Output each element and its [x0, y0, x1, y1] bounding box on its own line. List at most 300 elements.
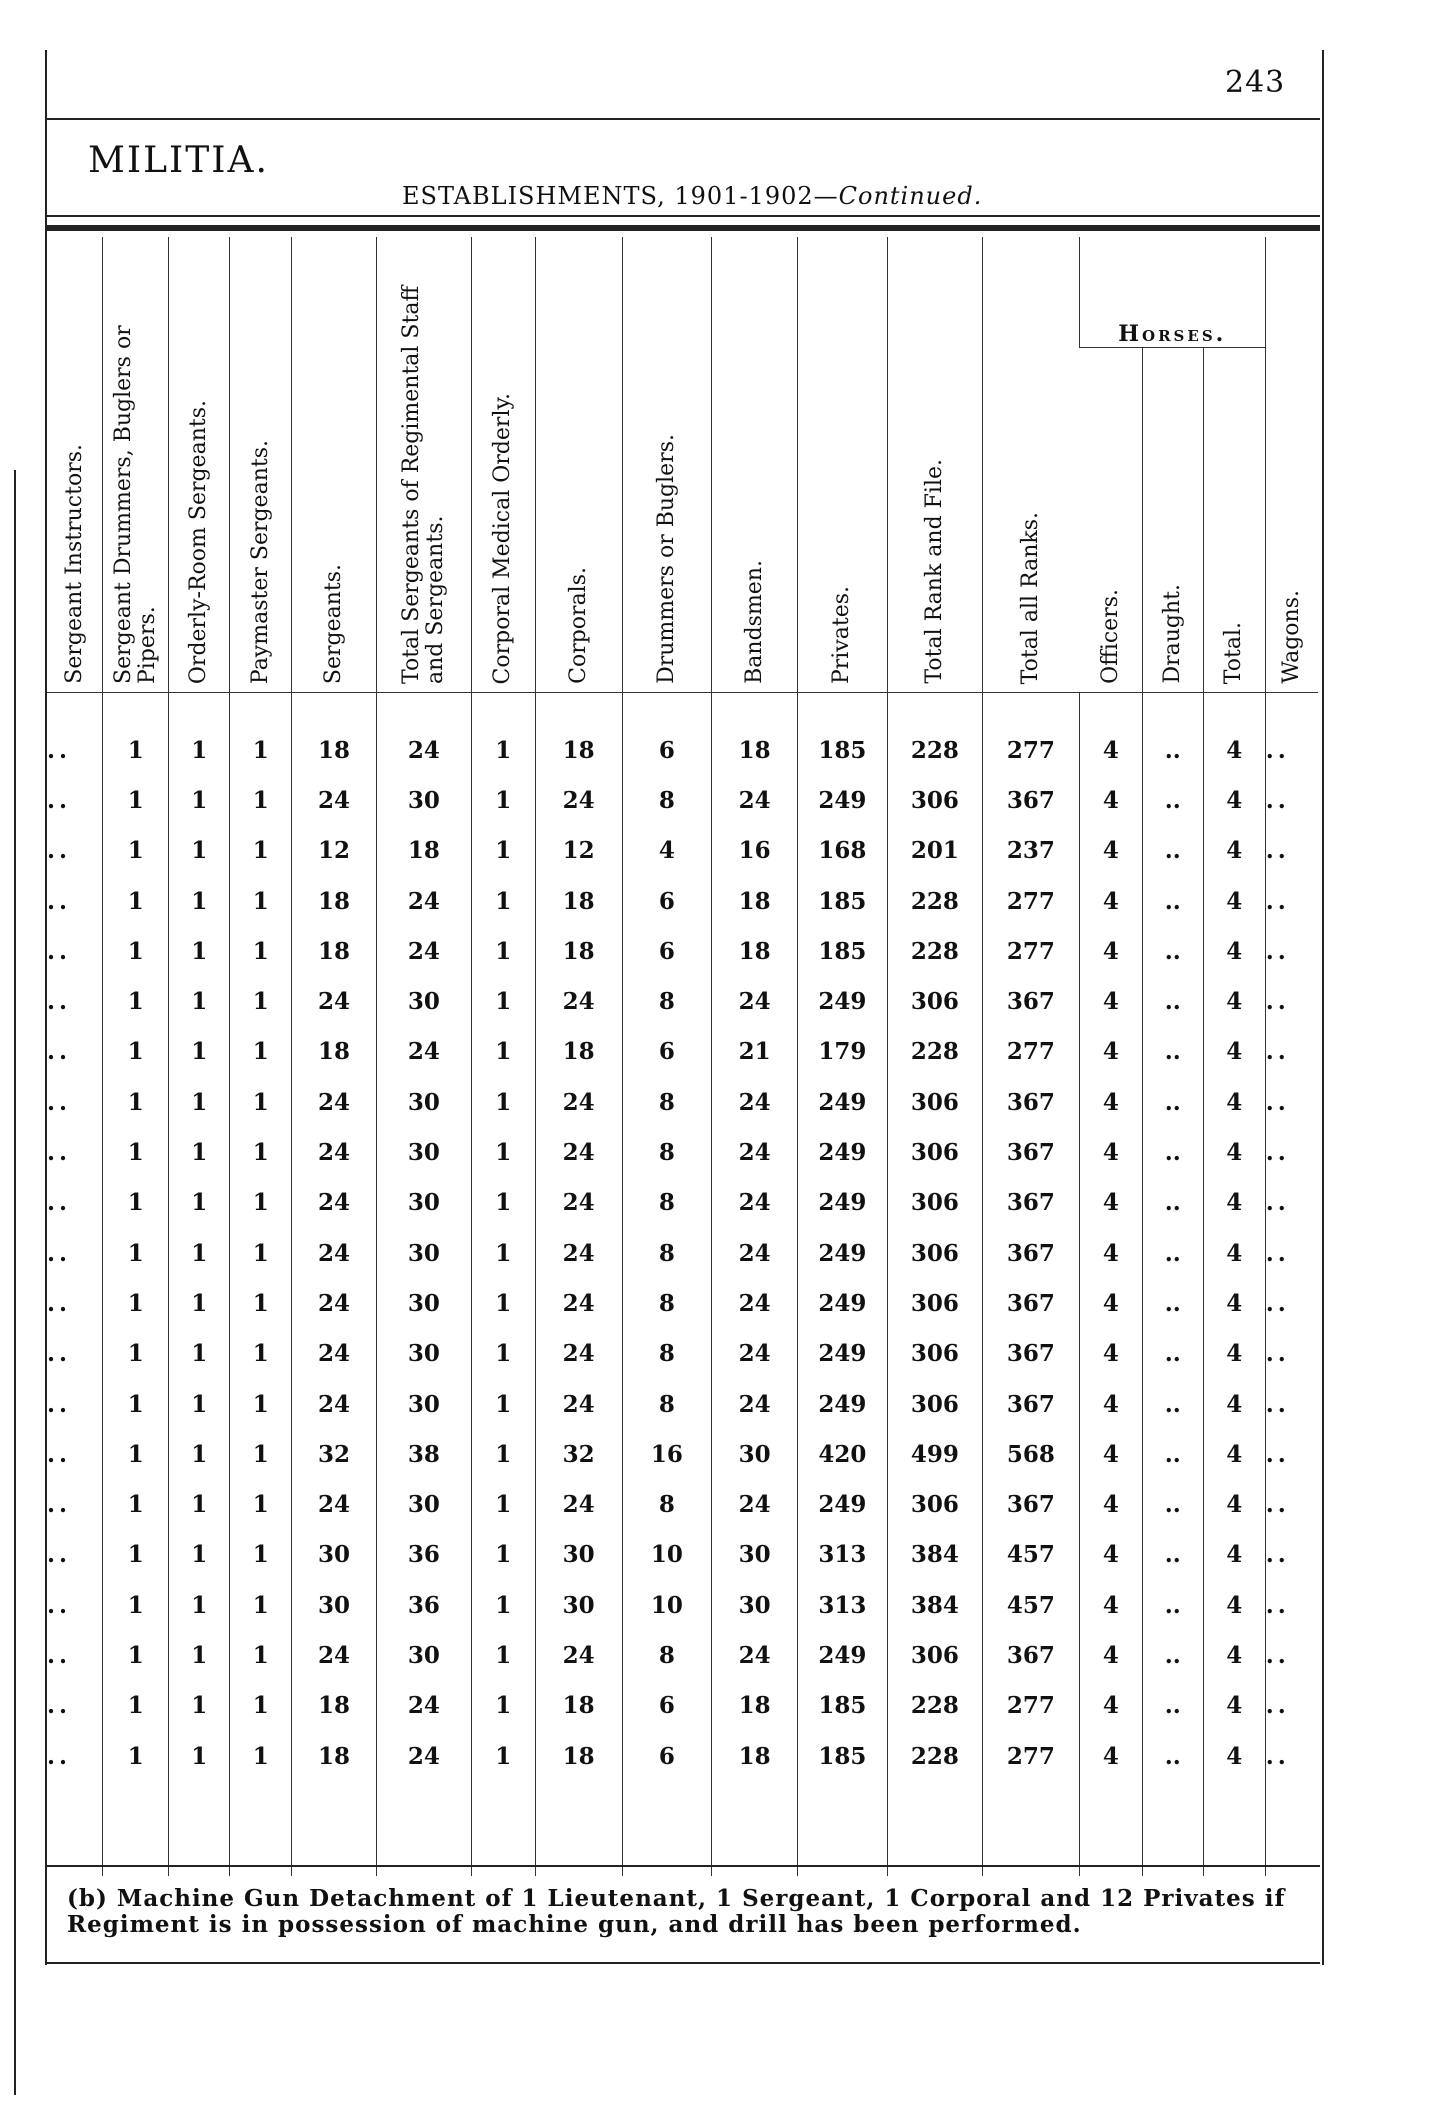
table-cell: 24: [712, 976, 798, 1026]
table-cell: 8: [622, 1379, 712, 1429]
table-cell: ..: [1265, 1681, 1318, 1731]
table-cell: 277: [982, 926, 1079, 976]
table-cell: 185: [798, 1731, 888, 1781]
table-cell: 4: [1203, 775, 1265, 825]
table-cell: ..: [1265, 1731, 1318, 1781]
table-cell: 24: [712, 1127, 798, 1177]
table-cell: 10: [622, 1580, 712, 1630]
table-cell: ..: [1265, 1479, 1318, 1529]
table-cell: 306: [887, 1630, 982, 1680]
table-cell: 24: [535, 1630, 622, 1680]
table-row: [47, 1429, 1318, 1479]
table-cell: ..: [1142, 1530, 1203, 1580]
table-cell: 36: [376, 1580, 471, 1630]
table-cell: 18: [535, 693, 622, 776]
table-cell: ..: [1142, 1429, 1203, 1479]
table-cell: 1: [103, 876, 169, 926]
table-cell: ..: [47, 1038, 72, 1066]
table-cell: 1: [169, 976, 230, 1026]
table-cell: 1: [169, 1479, 230, 1529]
table-cell: ..: [1142, 1077, 1203, 1127]
column-header: Corporals.: [535, 237, 622, 693]
table-cell: ..: [47, 1692, 72, 1720]
header-rule: [45, 118, 1320, 120]
table-cell: 367: [982, 1379, 1079, 1429]
table-cell: ..: [1265, 1228, 1318, 1278]
table-cell: 4: [1079, 1077, 1142, 1127]
table-row: [47, 1127, 1318, 1177]
table-cell: ..: [1142, 976, 1203, 1026]
table-cell: 30: [376, 1379, 471, 1429]
table-cell: 18: [376, 826, 471, 876]
table-cell: ..: [47, 1491, 72, 1519]
table-cell: 499: [887, 1429, 982, 1479]
column-header: Draught.: [1142, 348, 1203, 693]
table-cell: ..: [47, 1088, 72, 1116]
table-row: [47, 1731, 1318, 1781]
table-cell: 24: [376, 693, 471, 776]
table-cell: 306: [887, 1127, 982, 1177]
column-header: Corporal Medical Orderly.: [471, 237, 535, 693]
table-cell: 1: [103, 1731, 169, 1781]
table-cell: 179: [798, 1027, 888, 1077]
table-cell: ..: [1265, 1278, 1318, 1328]
table-cell: 1: [471, 1681, 535, 1731]
table-cell: 32: [535, 1429, 622, 1479]
table-cell: 277: [982, 1681, 1079, 1731]
column-header: Total Rank and File.: [887, 237, 982, 693]
table-row: [47, 1530, 1318, 1580]
table-cell: ..: [1142, 1731, 1203, 1781]
table-cell: 18: [292, 693, 377, 776]
table-cell: 277: [982, 876, 1079, 926]
table-cell: 384: [887, 1580, 982, 1630]
table-cell: 24: [292, 976, 377, 1026]
table-cell: 1: [103, 826, 169, 876]
table-cell: 1: [103, 926, 169, 976]
table-cell: 249: [798, 1178, 888, 1228]
table-cell: 457: [982, 1580, 1079, 1630]
table-cell: 8: [622, 775, 712, 825]
table-cell: 24: [535, 1479, 622, 1529]
table-cell: 8: [622, 1127, 712, 1177]
footnote: (b) Machine Gun Detachment of 1 Lieutenant, 1 Sergeant, 1 Corporal and 12 Privates if Regiment is in possession of machine gun, and drill has been performed.: [67, 1885, 1286, 1938]
table-cell: 1: [169, 1228, 230, 1278]
table-cell: 1: [169, 926, 230, 976]
table-cell: ..: [47, 736, 72, 764]
table-cell: ..: [47, 1541, 72, 1569]
table-cell: 1: [169, 1278, 230, 1328]
table-cell: 30: [535, 1530, 622, 1580]
table-cell: 1: [471, 1027, 535, 1077]
table-cell: 6: [622, 1731, 712, 1781]
table-cell: ..: [47, 837, 72, 865]
column-header: Total Sergeants of Regimental Staff and Sergeants.: [376, 237, 471, 693]
page-edge-mark: [14, 470, 16, 2095]
table-cell: 4: [1079, 1228, 1142, 1278]
table-top-thick-rule: [45, 225, 1320, 231]
column-header: Sergeants.: [292, 237, 377, 693]
table-cell: ..: [47, 887, 72, 915]
table-cell: ..: [47, 937, 72, 965]
table-cell: 30: [292, 1530, 377, 1580]
table-cell: ..: [1142, 1027, 1203, 1077]
table-cell: 1: [230, 1580, 292, 1630]
table-cell: 12: [535, 826, 622, 876]
table-header: [47, 237, 1318, 693]
table-cell: 18: [712, 926, 798, 976]
table-cell: 4: [1079, 1127, 1142, 1177]
table-cell: 18: [535, 1681, 622, 1731]
empty-cell: [230, 1781, 292, 1876]
table-cell: 277: [982, 693, 1079, 776]
table-cell: 4: [1203, 1329, 1265, 1379]
table-cell: 24: [376, 926, 471, 976]
table-cell: 1: [169, 1429, 230, 1479]
table-cell: 1: [103, 1228, 169, 1278]
table-cell: 1: [471, 1178, 535, 1228]
empty-cell: [169, 1781, 230, 1876]
table-cell: 367: [982, 1329, 1079, 1379]
table-cell: 1: [103, 1479, 169, 1529]
table-cell: 24: [292, 1178, 377, 1228]
table-cell: ..: [1142, 1479, 1203, 1529]
table-cell: 249: [798, 1228, 888, 1278]
table-cell: ..: [47, 1390, 72, 1418]
table-cell: 1: [471, 1379, 535, 1429]
table-cell: 1: [230, 693, 292, 776]
table-cell: 1: [169, 1530, 230, 1580]
table-cell: 1: [169, 876, 230, 926]
table-cell: 1: [471, 1530, 535, 1580]
table-cell: 30: [712, 1530, 798, 1580]
table-cell: 6: [622, 1027, 712, 1077]
table-cell: 1: [471, 826, 535, 876]
table-cell: 249: [798, 1630, 888, 1680]
table-cell: 4: [1203, 1228, 1265, 1278]
table-cell: 36: [376, 1530, 471, 1580]
table-cell: 1: [471, 1630, 535, 1680]
table-cell: 18: [535, 926, 622, 976]
table-cell: ..: [1265, 1329, 1318, 1379]
table-cell: 4: [1203, 1429, 1265, 1479]
empty-cell: [982, 1781, 1079, 1876]
table-cell: 4: [1203, 1630, 1265, 1680]
column-header: Sergeant Instructors.: [47, 237, 103, 693]
table-cell: 1: [230, 1681, 292, 1731]
table-cell: 1: [230, 1479, 292, 1529]
horses-group-header: Horses.: [1079, 237, 1265, 348]
column-header: Sergeant Drummers, Buglers or Pipers.: [103, 237, 169, 693]
table-cell: 306: [887, 775, 982, 825]
table-cell: 4: [622, 826, 712, 876]
table-cell: 185: [798, 876, 888, 926]
table-cell: 4: [1203, 1178, 1265, 1228]
table-cell: 1: [169, 1731, 230, 1781]
title-rule: [45, 215, 1320, 217]
table-cell: 24: [376, 876, 471, 926]
table-cell: 18: [292, 1731, 377, 1781]
table-cell: 8: [622, 1228, 712, 1278]
empty-cell: [798, 1781, 888, 1876]
table-cell: ..: [47, 1742, 72, 1770]
table-cell: 306: [887, 1278, 982, 1328]
table-cell: 367: [982, 1630, 1079, 1680]
column-header: Total all Ranks.: [982, 237, 1079, 693]
table-cell: 1: [169, 693, 230, 776]
table-cell: 367: [982, 775, 1079, 825]
table-cell: ..: [1142, 1329, 1203, 1379]
table-cell: 1: [230, 1329, 292, 1379]
column-header: Officers.: [1079, 348, 1142, 693]
table-cell: 249: [798, 976, 888, 1026]
table-cell: 1: [471, 926, 535, 976]
table-cell: ..: [1265, 1530, 1318, 1580]
table-cell: 1: [471, 1580, 535, 1630]
table-cell: 1: [230, 1127, 292, 1177]
empty-cell: [622, 1781, 712, 1876]
table-cell: 367: [982, 1479, 1079, 1529]
table-cell: 24: [712, 1329, 798, 1379]
table-row: [47, 876, 1318, 926]
table-cell: 30: [712, 1429, 798, 1479]
table-cell: ..: [1265, 775, 1318, 825]
table-cell: 30: [376, 1278, 471, 1328]
table-row: [47, 775, 1318, 825]
table-cell: 30: [292, 1580, 377, 1630]
table-cell: ..: [1142, 1379, 1203, 1429]
table-row: [47, 976, 1318, 1026]
empty-cell: [1203, 1781, 1265, 1876]
table-row: [47, 1027, 1318, 1077]
table-cell: 1: [169, 1178, 230, 1228]
footnote-rule: [45, 1865, 1320, 1867]
table-cell: 420: [798, 1429, 888, 1479]
table-cell: ..: [47, 1591, 72, 1619]
table-cell: 24: [292, 1228, 377, 1278]
table-cell: 24: [292, 1379, 377, 1429]
table-cell: 4: [1079, 976, 1142, 1026]
empty-cell: [1265, 1781, 1318, 1876]
table-cell: ..: [47, 1189, 72, 1217]
table-cell: 30: [712, 1580, 798, 1630]
table-cell: 8: [622, 1278, 712, 1328]
page-number: 243: [1225, 65, 1286, 100]
table-cell: 1: [169, 1077, 230, 1127]
table-cell: 1: [103, 1329, 169, 1379]
table-cell: 18: [292, 1681, 377, 1731]
table-cell: 1: [230, 775, 292, 825]
table-cell: 30: [535, 1580, 622, 1630]
table-cell: 18: [712, 1681, 798, 1731]
table-cell: 8: [622, 1329, 712, 1379]
table-cell: 4: [1079, 1379, 1142, 1429]
table-cell: 1: [230, 1630, 292, 1680]
table-cell: 249: [798, 1077, 888, 1127]
table-cell: 6: [622, 926, 712, 976]
table-cell: ..: [47, 1239, 72, 1267]
table-cell: 185: [798, 926, 888, 976]
table-cell: ..: [1142, 1178, 1203, 1228]
table-cell: 18: [292, 1027, 377, 1077]
table-cell: 4: [1079, 1329, 1142, 1379]
table-cell: 4: [1203, 876, 1265, 926]
table-cell: 18: [712, 693, 798, 776]
table-row: [47, 1379, 1318, 1429]
table-cell: ..: [47, 1340, 72, 1368]
table-cell: 185: [798, 1681, 888, 1731]
table-cell: 24: [712, 775, 798, 825]
table-cell: 24: [712, 1228, 798, 1278]
table-cell: 24: [535, 1127, 622, 1177]
table-row: [47, 1178, 1318, 1228]
table-cell: 18: [535, 1027, 622, 1077]
table-cell: 24: [376, 1731, 471, 1781]
table-cell: 367: [982, 1178, 1079, 1228]
table-cell: 1: [471, 1429, 535, 1479]
empty-cell: [471, 1781, 535, 1876]
table-cell: 313: [798, 1580, 888, 1630]
table-cell: 18: [712, 876, 798, 926]
table-cell: 4: [1203, 1379, 1265, 1429]
table-cell: 277: [982, 1027, 1079, 1077]
table-cell: 24: [535, 1178, 622, 1228]
table-cell: 24: [376, 1681, 471, 1731]
table-cell: 4: [1203, 693, 1265, 776]
table-cell: 6: [622, 1681, 712, 1731]
table-cell: ..: [1142, 775, 1203, 825]
table-cell: 249: [798, 1127, 888, 1177]
table-cell: ..: [47, 1139, 72, 1167]
table-cell: 4: [1079, 1027, 1142, 1077]
table-cell: ..: [1265, 1178, 1318, 1228]
table-cell: 32: [292, 1429, 377, 1479]
table-cell: 4: [1203, 826, 1265, 876]
table-cell: 1: [230, 1379, 292, 1429]
table-cell: 4: [1079, 1731, 1142, 1781]
table-cell: 4: [1079, 876, 1142, 926]
table-cell: 16: [622, 1429, 712, 1479]
table-cell: 8: [622, 976, 712, 1026]
table-cell: 30: [376, 775, 471, 825]
table-cell: 1: [230, 1278, 292, 1328]
table-cell: 1: [169, 1580, 230, 1630]
table-cell: 1: [230, 1429, 292, 1479]
table-cell: 24: [712, 1278, 798, 1328]
bottom-rule: [45, 1962, 1320, 1964]
table-cell: 12: [292, 826, 377, 876]
table-cell: 4: [1079, 1681, 1142, 1731]
table-cell: 1: [169, 1027, 230, 1077]
table-cell: ..: [1265, 1127, 1318, 1177]
table-cell: 1: [169, 1630, 230, 1680]
table-cell: 1: [169, 1127, 230, 1177]
table-cell: 384: [887, 1530, 982, 1580]
column-header: Wagons.: [1265, 237, 1318, 693]
table-cell: 1: [471, 1479, 535, 1529]
table-cell: 168: [798, 826, 888, 876]
table-cell: ..: [1265, 976, 1318, 1026]
table-filler-row: [47, 1781, 1318, 1876]
table-cell: ..: [1265, 1027, 1318, 1077]
table-cell: 185: [798, 693, 888, 776]
table-cell: 228: [887, 876, 982, 926]
table-cell: 367: [982, 1127, 1079, 1177]
empty-cell: [535, 1781, 622, 1876]
table-cell: 4: [1203, 1530, 1265, 1580]
table-cell: 24: [292, 775, 377, 825]
table-row: [47, 693, 1318, 776]
table-cell: 1: [230, 1731, 292, 1781]
table-cell: 306: [887, 1178, 982, 1228]
column-header: Orderly-Room Sergeants.: [169, 237, 230, 693]
table-cell: 228: [887, 693, 982, 776]
table-row: [47, 1681, 1318, 1731]
table-cell: 24: [535, 1329, 622, 1379]
table-cell: 4: [1203, 1278, 1265, 1328]
table-cell: 306: [887, 1228, 982, 1278]
table-cell: 1: [471, 1228, 535, 1278]
table-cell: 24: [535, 1077, 622, 1127]
table-cell: 24: [292, 1278, 377, 1328]
table-cell: 1: [103, 1127, 169, 1177]
table-cell: 4: [1079, 1530, 1142, 1580]
table-cell: 24: [292, 1127, 377, 1177]
table-cell: 24: [535, 1228, 622, 1278]
table-cell: 18: [535, 1731, 622, 1781]
table-cell: ..: [1142, 1278, 1203, 1328]
table-cell: 30: [376, 1178, 471, 1228]
table-row: [47, 1228, 1318, 1278]
table-cell: 8: [622, 1178, 712, 1228]
table-cell: ..: [47, 1641, 72, 1669]
table-cell: 4: [1079, 1580, 1142, 1630]
table-cell: 6: [622, 876, 712, 926]
table-cell: 24: [535, 775, 622, 825]
table-cell: 1: [230, 1077, 292, 1127]
table-cell: 4: [1079, 775, 1142, 825]
empty-cell: [47, 1781, 103, 1876]
table-cell: 249: [798, 1278, 888, 1328]
table-cell: 18: [712, 1731, 798, 1781]
table-cell: 249: [798, 1329, 888, 1379]
table-cell: 24: [712, 1379, 798, 1429]
table-cell: 1: [169, 1681, 230, 1731]
column-header: Privates.: [798, 237, 888, 693]
table-cell: 367: [982, 1278, 1079, 1328]
table-cell: ..: [1142, 826, 1203, 876]
table-cell: 24: [712, 1178, 798, 1228]
table-cell: 1: [103, 976, 169, 1026]
table-cell: ..: [1265, 1630, 1318, 1680]
table-cell: 24: [712, 1630, 798, 1680]
table-cell: 24: [535, 1379, 622, 1429]
table-cell: 4: [1203, 1580, 1265, 1630]
table-cell: ..: [1142, 1127, 1203, 1177]
table-row: [47, 1630, 1318, 1680]
table-cell: ..: [1142, 1228, 1203, 1278]
table-cell: 16: [712, 826, 798, 876]
table-row: [47, 1278, 1318, 1328]
empty-cell: [887, 1781, 982, 1876]
column-header: Total.: [1203, 348, 1265, 693]
table-cell: 4: [1203, 1731, 1265, 1781]
table-cell: 1: [103, 693, 169, 776]
table-cell: 24: [535, 976, 622, 1026]
table-cell: 306: [887, 1329, 982, 1379]
table-cell: 1: [103, 1077, 169, 1127]
table-cell: 228: [887, 1731, 982, 1781]
